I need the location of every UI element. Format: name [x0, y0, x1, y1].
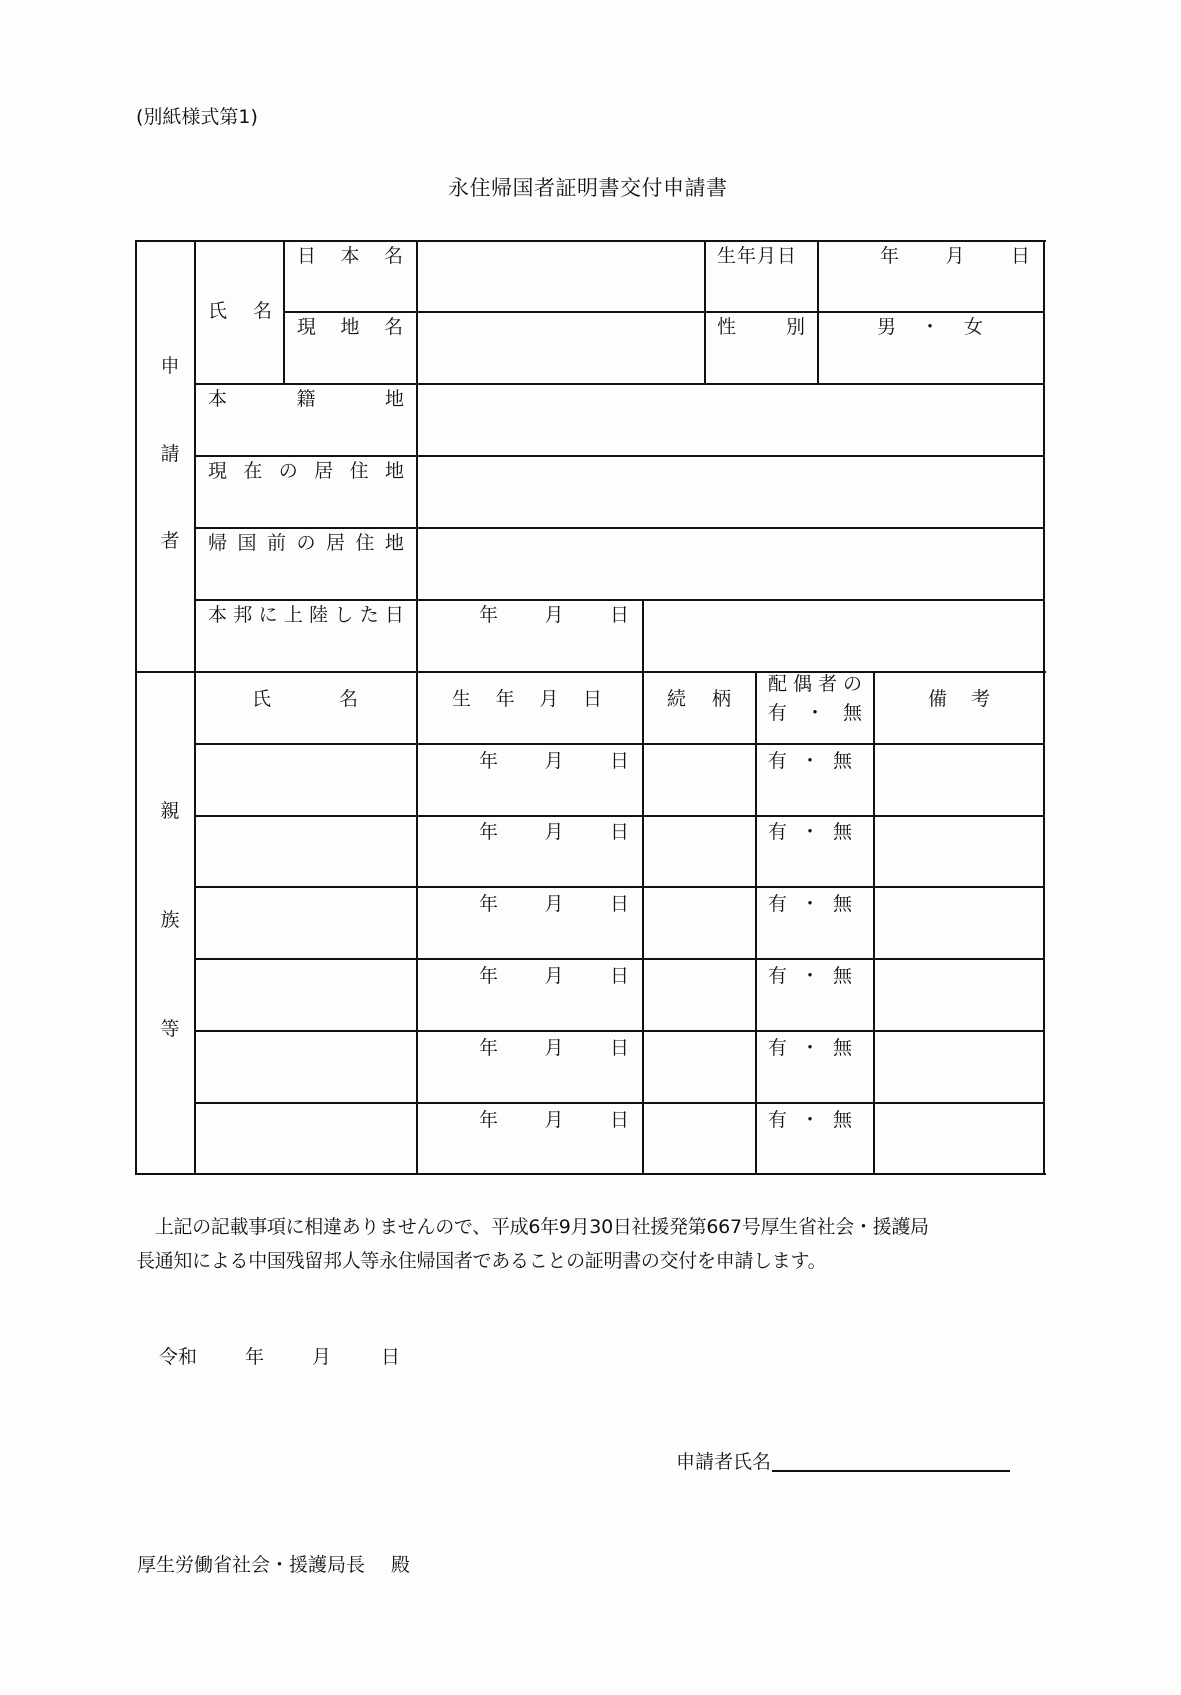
sex-options[interactable]	[877, 318, 983, 337]
family-relationship-field[interactable]	[644, 1104, 754, 1173]
family-remarks-field[interactable]	[875, 960, 1042, 1029]
table-border-left	[135, 240, 137, 1175]
signature-block	[676, 1452, 1010, 1472]
col-line	[704, 240, 706, 384]
family-birthdate-field[interactable]: 年 月 日	[479, 750, 629, 772]
family-birthdate-field[interactable]: 年 月 日	[479, 965, 629, 987]
pre-return-address-field[interactable]	[418, 529, 1042, 598]
family-relationship-field[interactable]	[644, 1032, 754, 1101]
family-spouse-options[interactable]: 有 ・ 無	[768, 965, 852, 987]
family-spouse-options[interactable]: 有 ・ 無	[768, 1037, 852, 1059]
family-birthdate-field[interactable]: 年 月 日	[479, 1037, 629, 1059]
col-line	[755, 671, 757, 1174]
family-name-field[interactable]	[196, 1104, 415, 1173]
col-line	[817, 240, 819, 384]
current-address-field[interactable]	[418, 457, 1042, 526]
family-side-label-1: 親	[160, 800, 180, 822]
family-remarks-field[interactable]	[875, 745, 1042, 814]
landing-date-label: 本 邦 に 上 陸 し た 日	[208, 604, 404, 626]
col-line	[642, 599, 644, 671]
family-remarks-field[interactable]	[875, 1032, 1042, 1101]
family-name-field[interactable]	[196, 960, 415, 1029]
sex-option-female[interactable]: 女	[963, 316, 983, 338]
family-side-label-2: 族	[160, 909, 180, 931]
date-era: 令和	[159, 1346, 198, 1368]
addressee	[137, 1556, 410, 1575]
family-header-spouse-line2: 有 ・ 無	[768, 702, 862, 724]
name-label: 氏 名	[208, 300, 272, 322]
family-birthdate-field[interactable]: 年 月 日	[479, 893, 629, 915]
page-title: 永住帰国者証明書交付申請書	[448, 176, 728, 200]
local-name-field[interactable]	[418, 313, 703, 382]
domicile-label: 本 籍 地	[208, 388, 404, 410]
family-name-field[interactable]	[196, 745, 415, 814]
family-header-spouse-line1: 配 偶 者 の	[768, 673, 862, 695]
japanese-name-field[interactable]	[418, 242, 703, 311]
table-border-right	[1043, 240, 1045, 1175]
family-name-field[interactable]	[196, 1032, 415, 1101]
family-relationship-field[interactable]	[644, 745, 754, 814]
family-header-relationship: 続 柄	[667, 688, 731, 710]
family-side-label-3: 等	[160, 1018, 180, 1040]
family-relationship-field[interactable]	[644, 960, 754, 1029]
landing-date-field[interactable]: 年 月 日	[479, 604, 629, 626]
family-spouse-options[interactable]: 有 ・ 無	[768, 821, 852, 843]
family-remarks-field[interactable]	[875, 817, 1042, 885]
applicant-side-label-3: 者	[160, 530, 180, 552]
family-spouse-options[interactable]: 有 ・ 無	[768, 1109, 852, 1131]
family-birthdate-field[interactable]: 年 月 日	[479, 821, 629, 843]
birthdate-label: 生年月日	[717, 245, 798, 267]
col-line	[416, 671, 418, 1174]
applicant-side-label-1: 申	[160, 355, 180, 377]
family-spouse-options[interactable]: 有 ・ 無	[768, 893, 852, 915]
table-border-bottom	[135, 1173, 1046, 1175]
domicile-field[interactable]	[418, 385, 1042, 454]
sex-option-male[interactable]: 男	[877, 316, 897, 338]
col-line	[283, 240, 285, 384]
sex-label: 性 別	[717, 316, 805, 338]
row-line	[194, 599, 1044, 601]
family-birthdate-field[interactable]: 年 月 日	[479, 1109, 629, 1131]
declaration-line-1: 上記の記載事項に相違ありませんので、平成6年9月30日社援発第667号厚生省社会・援護局	[136, 1216, 929, 1238]
addressee-honorific: 殿	[391, 1554, 411, 1576]
family-relationship-field[interactable]	[644, 888, 754, 957]
current-address-label: 現 在 の 居 住 地	[208, 460, 404, 482]
applicant-side-label-2: 請	[160, 443, 180, 465]
signature-field[interactable]	[772, 1452, 1010, 1472]
family-header-remarks: 備 考	[928, 688, 990, 710]
date-day[interactable]: 日	[381, 1346, 401, 1368]
form-number: (別紙様式第1)	[136, 106, 258, 128]
signature-label: 申請者氏名	[676, 1451, 772, 1473]
family-relationship-field[interactable]	[644, 817, 754, 885]
family-header-name: 氏 名	[252, 688, 358, 710]
family-name-field[interactable]	[196, 817, 415, 885]
date-month[interactable]: 月	[312, 1346, 332, 1368]
family-remarks-field[interactable]	[875, 888, 1042, 957]
declaration-text	[136, 1210, 1046, 1278]
family-remarks-field[interactable]	[875, 1104, 1042, 1173]
japanese-name-label: 日 本 名	[297, 245, 403, 267]
family-header-birthdate: 生 年 月 日	[452, 688, 602, 710]
date-year[interactable]: 年	[245, 1346, 265, 1368]
section-line	[135, 671, 1046, 673]
addressee-office: 厚生労働省社会・援護局長	[137, 1554, 366, 1576]
declaration-line-2: 長通知による中国残留邦人等永住帰国者であることの証明書の交付を申請します。	[136, 1250, 827, 1272]
family-name-field[interactable]	[196, 888, 415, 957]
family-spouse-options[interactable]: 有 ・ 無	[768, 750, 852, 772]
birthdate-field[interactable]: 年 月 日	[880, 245, 1030, 267]
separator-dot: ・	[920, 316, 940, 338]
pre-return-address-label: 帰 国 前 の 居 住 地	[208, 532, 404, 554]
local-name-label: 現 地 名	[297, 316, 403, 338]
